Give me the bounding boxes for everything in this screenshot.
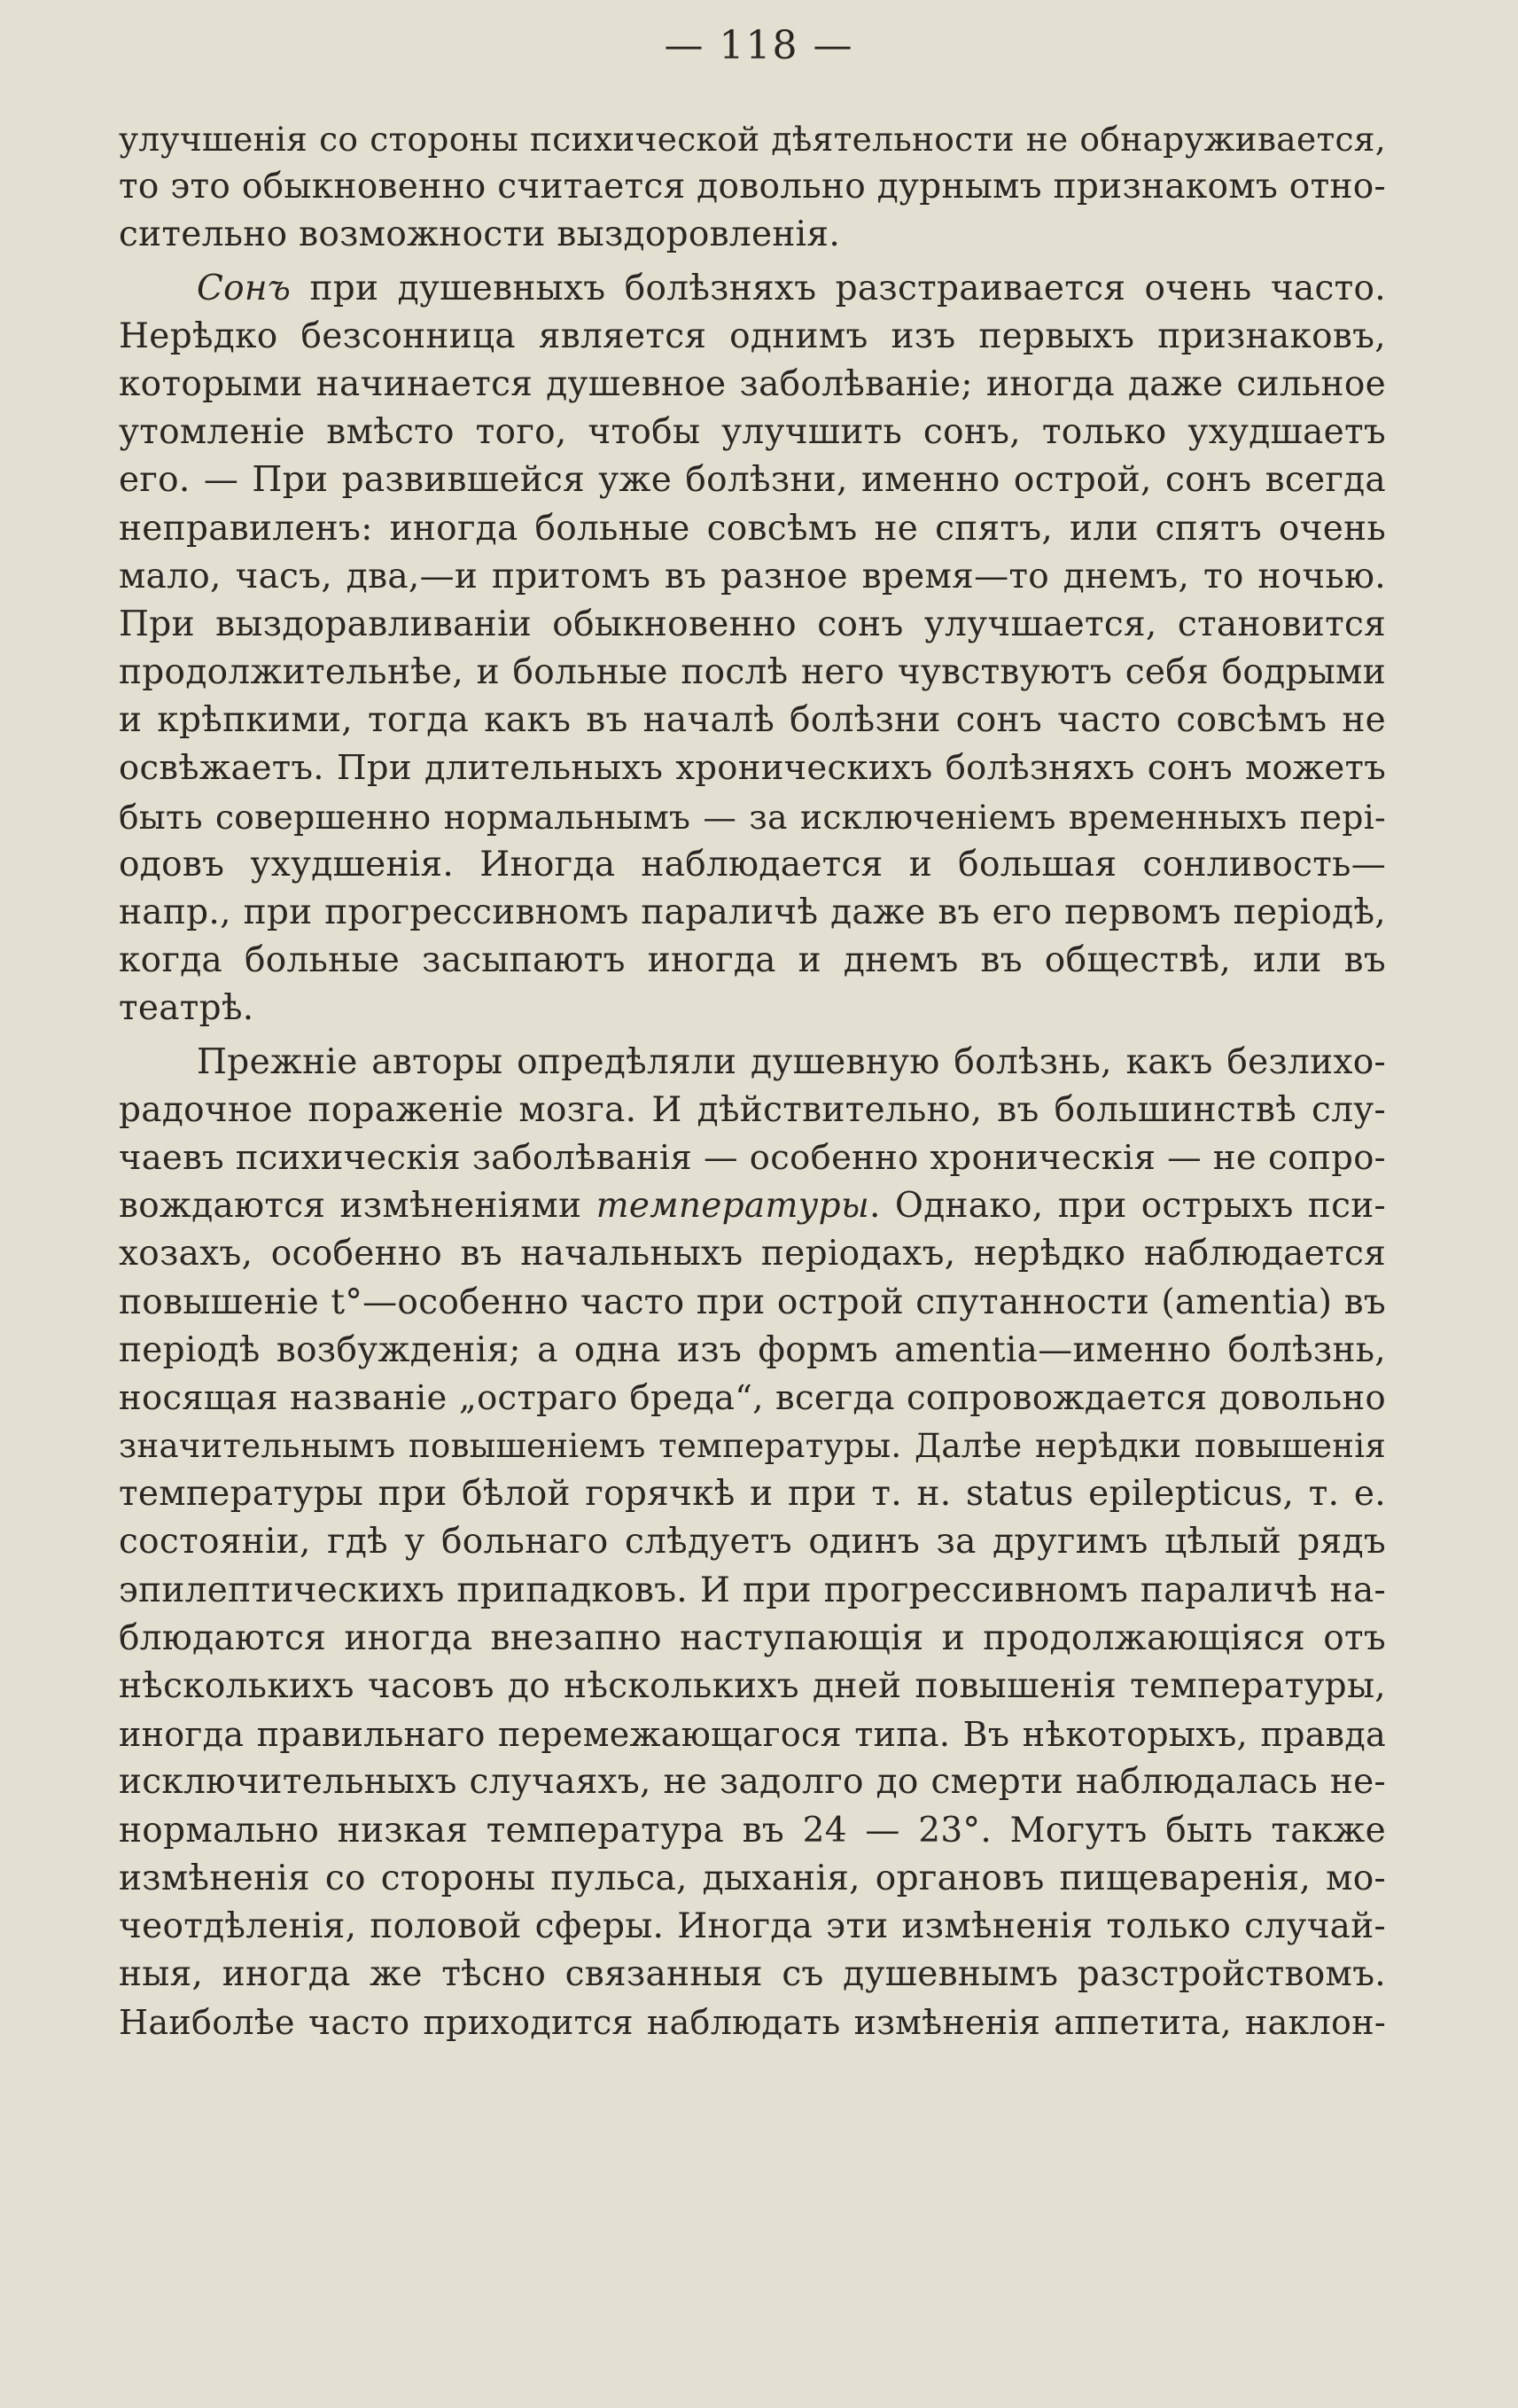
text-line: чаевъ психическія заболѣванія — особенно хроническія — не сопро-	[119, 1137, 1386, 1178]
text-line: то это обыкновенно считается довольно дурнымъ признакомъ отно-	[119, 167, 1386, 207]
text-line: хозахъ, особенно въ начальныхъ періодахъ, нерѣдко наблюдается	[119, 1234, 1386, 1274]
text-line: ныя, иногда же тѣсно связанныя съ душевнымъ разстройствомъ.	[119, 1954, 1386, 1995]
text-line: эпилептическихъ припадковъ. И при прогрессивномъ параличѣ на-	[119, 1570, 1386, 1610]
page-number: — 118 —	[664, 23, 854, 68]
text-line: При выздоравливаніи обыкновенно сонъ улучшается, становится	[119, 604, 1386, 644]
text-line: блюдаются иногда внезапно наступающія и продолжающіяся отъ	[119, 1617, 1386, 1658]
text-line: исключительныхъ случаяхъ, не задолго до смерти наблюдалась не-	[119, 1762, 1386, 1803]
text-span: . Однако, при острыхъ пси-	[869, 1186, 1386, 1227]
text-line: значительнымъ повышеніемъ температуры. Далѣе нерѣдки повышенія	[119, 1427, 1386, 1466]
italic-word: температуры	[596, 1186, 870, 1227]
text-line: иногда правильнаго перемежающагося типа. Въ нѣкоторыхъ, правда	[119, 1715, 1386, 1755]
text-line: неправиленъ: иногда больные совсѣмъ не спятъ, или спятъ очень	[119, 508, 1386, 549]
text-line: Наиболѣе часто приходится наблюдать измѣненія аппетита, наклон-	[119, 2003, 1386, 2043]
text-line: состояніи, гдѣ у больнаго слѣдуетъ одинъ за другимъ цѣлый рядъ	[119, 1522, 1386, 1562]
text-line: улучшенія со стороны психической дѣятельности не обнаруживается,	[119, 120, 1386, 159]
text-span: при душевныхъ болѣзняхъ разстраивается очень часто.	[291, 268, 1386, 308]
text-span: вождаются измѣненіями	[119, 1186, 596, 1227]
text-line	[119, 1182, 1386, 1230]
text-line: нѣсколькихъ часовъ до нѣсколькихъ дней повышенія температуры,	[119, 1666, 1386, 1706]
text-line: нормально низкая температура въ 24 — 23°. Могутъ быть также	[119, 1810, 1386, 1851]
text-line: продолжительнѣе, и больные послѣ него чувствуютъ себя бодрыми	[119, 652, 1386, 693]
body-text	[119, 115, 1386, 2047]
text-line: измѣненія со стороны пульса, дыханія, органовъ пищеваренія, мо-	[119, 1858, 1386, 1898]
paragraph	[119, 265, 1386, 1033]
text-line: одовъ ухудшенія. Иногда наблюдается и большая сонливость—	[119, 844, 1386, 884]
text-line: напр., при прогрессивномъ параличѣ даже въ его первомъ періодѣ,	[119, 892, 1386, 932]
text-line: чеотдѣленія, половой сферы. Иногда эти измѣненія только случай-	[119, 1905, 1386, 1946]
text-line: и крѣпкими, тогда какъ въ началѣ болѣзни сонъ часто совсѣмъ не	[119, 700, 1386, 741]
paragraph	[119, 1039, 1386, 2047]
text-line: мало, часъ, два,—и притомъ въ разное время—то днемъ, то ночью.	[119, 556, 1386, 596]
paragraph	[119, 115, 1386, 260]
text-line: носящая названіе „остраго бреда“, всегда сопровождается довольно	[119, 1377, 1386, 1418]
italic-word: Сонъ	[197, 268, 292, 308]
text-line: театрѣ.	[119, 988, 254, 1029]
text-line: періодѣ возбужденія; а одна изъ формъ amentia—именно болѣзнь,	[119, 1329, 1386, 1370]
text-line: которыми начинается душевное заболѣваніе; иногда даже сильное	[119, 363, 1386, 404]
text-line: быть совершенно нормальнымъ — за исключеніемъ временныхъ пері-	[119, 797, 1386, 837]
text-line: Нерѣдко безсонница является однимъ изъ первыхъ признаковъ,	[119, 316, 1386, 356]
text-line: Прежніе авторы опредѣляли душевную болѣзнь, какъ безлихо-	[197, 1041, 1386, 1082]
text-line: когда больные засыпаютъ иногда и днемъ въ обществѣ, или въ	[119, 940, 1386, 981]
text-line: освѣжаетъ. При длительныхъ хроническихъ болѣзняхъ сонъ можетъ	[119, 748, 1386, 789]
text-line: его. — При развившейся уже болѣзни, именно острой, сонъ всегда	[119, 460, 1386, 501]
text-line	[119, 265, 1386, 313]
text-line: радочное пораженіе мозга. И дѣйствительно, въ большинствѣ слу-	[119, 1089, 1386, 1130]
text-line: температуры при бѣлой горячкѣ и при т. н. status epilepticus, т. е.	[119, 1474, 1386, 1515]
text-line: сительно возможности выздоровленія.	[119, 214, 841, 255]
text-line: повышеніе t°—особенно часто при острой спутанности (amentia) въ	[119, 1282, 1386, 1322]
text-line: утомленіе вмѣсто того, чтобы улучшить сонъ, только ухудшаетъ	[119, 412, 1386, 453]
